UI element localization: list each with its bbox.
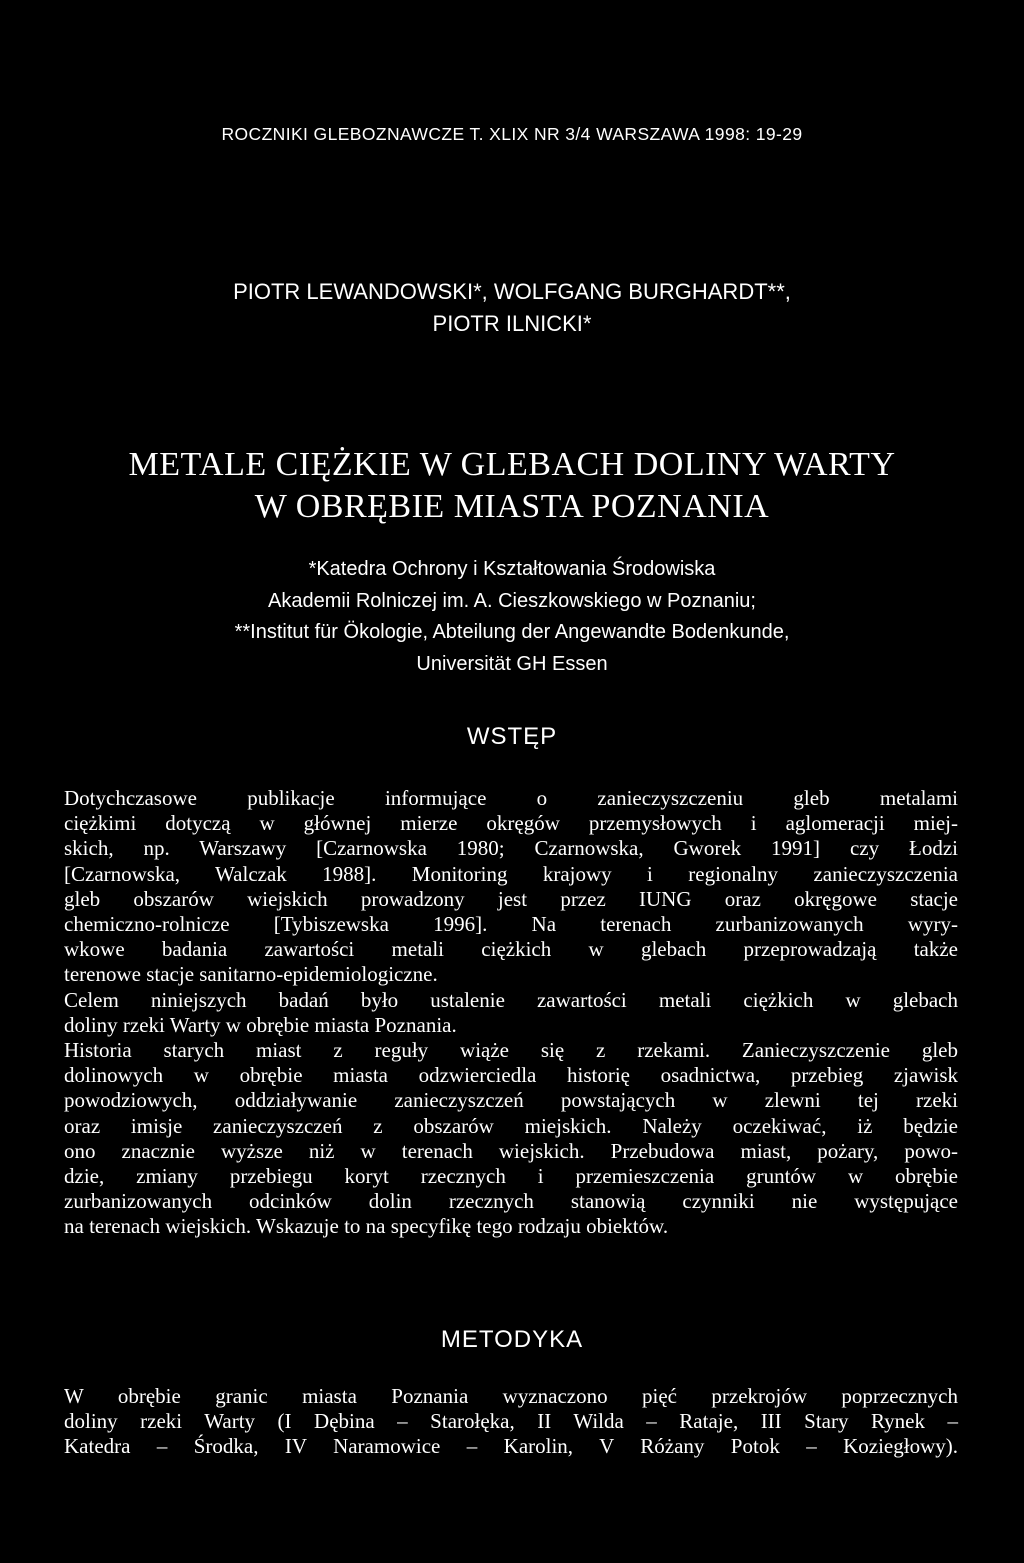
- section-heading-wstep: WSTĘP: [466, 723, 558, 750]
- author-line: PIOTR LEWANDOWSKI*, WOLFGANG BURGHARDT**,: [233, 279, 791, 304]
- text-line: chemiczno-rolnicze [Tybiszewska 1996]. Na terenach zurbanizowanych wyry-: [64, 912, 958, 937]
- text-line: ciężkimi dotyczą w głównej mierze okręgów przemysłowych i aglomeracji miej-: [64, 811, 958, 836]
- text-line: Celem niniejszych badań było ustalenie zawartości metali ciężkich w glebach: [64, 987, 958, 1012]
- text-line: powodziowych, oddziaływanie zanieczyszczeń powstających w zlewni tej rzeki: [64, 1088, 958, 1113]
- text-line: Katedra – Środka, IV Naramowice – Karolin, V Różany Potok – Koziegłowy).: [64, 1434, 958, 1459]
- text-line: na terenach wiejskich. Wskazuje to na specyfikę tego rodzaju obiektów.: [64, 1214, 669, 1239]
- text-line: ono znacznie wyższe niż w terenach wiejskich. Przebudowa miast, pożary, powo-: [64, 1138, 958, 1163]
- text-line: Historia starych miast z reguły wiąże się z rzekami. Zanieczyszczenie gleb: [64, 1038, 958, 1063]
- text-line: dolinowych w obrębie miasta odzwierciedla historię osadnictwa, przebieg zjawisk: [64, 1063, 958, 1088]
- text-line: terenowe stacje sanitarno-epidemiologiczne.: [64, 962, 438, 987]
- author-line: PIOTR ILNICKI*: [432, 311, 592, 336]
- affiliation-line: *Katedra Ochrony i Kształtowania Środowiska: [308, 558, 716, 580]
- text-line: zurbanizowanych odcinków dolin rzecznych stanowią czynniki nie występujące: [64, 1189, 958, 1214]
- journal-header: ROCZNIKI GLEBOZNAWCZE T. XLIX NR 3/4 WARSZAWA 1998: 19-29: [221, 124, 803, 144]
- affiliation-block: [0, 554, 1024, 680]
- affiliation-line: Akademii Rolniczej im. A. Cieszkowskiego w Poznaniu;: [268, 589, 756, 612]
- title-line: W OBRĘBIE MIASTA POZNANIA: [254, 488, 770, 525]
- section-heading-metodyka: METODYKA: [440, 1326, 584, 1353]
- text-line: Dotychczasowe publikacje informujące o zanieczyszczeniu gleb metalami: [64, 786, 958, 810]
- author-list: [0, 276, 1024, 340]
- section-body-metodyka: [64, 1384, 958, 1460]
- section-body-wstep: [64, 786, 958, 1240]
- title-line: METALE CIĘŻKIE W GLEBACH DOLINY WARTY: [128, 446, 896, 483]
- text-line: gleb obszarów wiejskich prowadzony jest przez IUNG oraz okręgowe stacje: [64, 886, 958, 911]
- text-line: dzie, zmiany przebiegu koryt rzecznych i przemieszczenia gruntów w obrębie: [64, 1164, 958, 1189]
- text-line: skich, np. Warszawy [Czarnowska 1980; Czarnowska, Gworek 1991] czy Łodzi: [64, 836, 958, 861]
- affiliation-line: **Institut für Ökologie, Abteilung der Angewandte Bodenkunde,: [234, 621, 790, 643]
- text-line: doliny rzeki Warty (I Dębina – Starołęka, II Wilda – Rataje, III Stary Rynek –: [64, 1409, 958, 1434]
- article-title: [0, 444, 1024, 528]
- affiliation-line: Universität GH Essen: [416, 652, 608, 675]
- text-line: W obrębie granic miasta Poznania wyznaczono pięć przekrojów poprzecznych: [64, 1384, 958, 1408]
- text-line: doliny rzeki Warty w obrębie miasta Poznania.: [64, 1012, 457, 1037]
- text-line: oraz imisje zanieczyszczeń z obszarów miejskich. Należy oczekiwać, iż będzie: [64, 1113, 958, 1138]
- text-line: [Czarnowska, Walczak 1988]. Monitoring krajowy i regionalny zanieczyszczenia: [64, 861, 958, 886]
- text-line: wkowe badania zawartości metali ciężkich w glebach przeprowadzają także: [64, 937, 958, 962]
